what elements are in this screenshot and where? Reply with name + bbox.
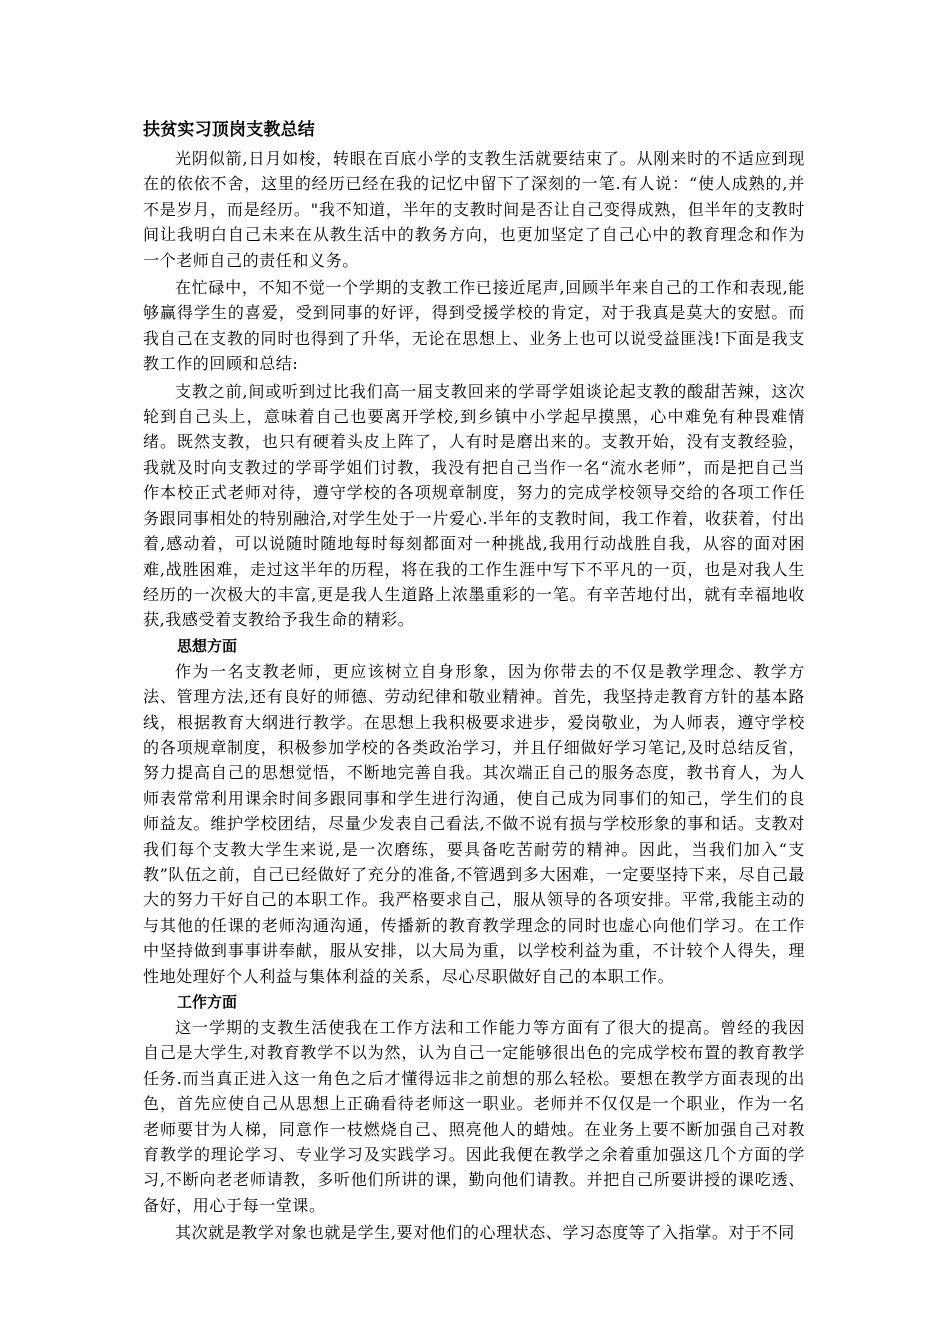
intro-paragraph-3: 支教之前,间或听到过比我们高一届支教回来的学哥学姐谈论起支教的酸甜苦辣，这次轮到自己头上，意味着自己也要离开学校,到乡镇中小学起早摸黑，心中难免有种畏难情绪。既然支教，也只有硬着头皮上阵了，人有时是磨出来的。支教开始，没有支教经验，我就及时向支教过的学哥学姐们讨教，我没有把自己当作一名“流水老师”，而是把自己当作本校正式老师对待，遵守学校的各项规章制度，努力的完成学校领导交给的各项工作任务跟同事相处的特别融洽,对学生处于一片爱心.半年的支教时间，我工作着，收获着，付出着,感动着，可以说随时随地每时每刻都面对一种挑战,我用行动战胜自我，从容的面对困难,战胜困难，走过这半年的历程，将在我的工作生涯中写下不平凡的一页，也是对我人生经历的一次极大的丰富,更是我人生道路上浓墨重彩的一笔。有辛苦地付出，就有幸福地收获,我感受着支教给予我生命的精彩。 bbox=[143, 381, 805, 630]
work-paragraph-1: 这一学期的支教生活使我在工作方法和工作能力等方面有了很大的提高。曾经的我因自己是大学生,对教育教学不以为然，认为自己一定能够很出色的完成学校布置的教育教学任务.而当真正进入这一角色之后才懂得远非之前想的那么轻松。要想在教学方面表现的出色，首先应使自己从思想上正确看待老师这一职业。老师并不仅仅是一个职业，作为一名老师要甘为人梯，同意作一枝燃烧自己、照亮他人的蜡烛。在业务上要不断加强自己对教育教学的理论学习、专业学习及实践学习。因此我便在教学之余着重加强这几个方面的学习,不断向老老师请教，多听他们所讲的课，勤向他们请教。并把自己所要讲授的课吃透、备好，用心于每一堂课。 bbox=[143, 1018, 805, 1215]
document-title: 扶贫实习顶岗支教总结 bbox=[143, 120, 315, 140]
section-heading-thought: 思想方面 bbox=[177, 636, 238, 655]
document-page bbox=[143, 118, 805, 1246]
section-heading-work: 工作方面 bbox=[177, 993, 238, 1011]
thought-paragraph-1: 作为一名支教老师，更应该树立自身形象，因为你带去的不仅是教学理念、教学方法、管理方法,还有良好的师德、劳动纪律和敬业精神。首先，我坚持走教育方针的基本路线，根据教育大纲进行教学。在思想上我积极要求进步，爱岗敬业，为人师表，遵守学校的各项规章制度，积极参加学校的各类政治学习，并且仔细做好学习笔记,及时总结反省，努力提高自己的思想觉悟，不断地完善自我。其次端正自己的服务态度，教书育人，为人师表常常利用课余时间多跟同事和学生进行沟通，使自己成为同事们的知己，学生们的良师益友。维护学校团结，尽量少发表自己看法,不做不说有损与学校形象的事和话。支教对我们每个支教大学生来说,是一次磨练，要具备吃苦耐劳的精神。因此，当我们加入“支教”队伍之前，自己已经做好了充分的准备,不管遇到多大困难，一定要坚持下来，尽自己最大的努力干好自己的本职工作。我严格要求自己，服从领导的各项安排。平常,我能主动的与其他的任课的老师沟通沟通，传播新的教育教学理念的同时也虚心向他们学习。在工作中坚持做到事事讲奉献，服从安排，以大局为重，以学校利益为重，不计较个人得失，理性地处理好个人利益与集体利益的关系，尽心尽职做好自己的本职工作。 bbox=[143, 661, 805, 986]
work-paragraph-2: 其次就是教学对象也就是学生,要对他们的心理状态、学习态度等了入指掌。对于不同 bbox=[175, 1223, 795, 1243]
intro-paragraph-2: 在忙碌中，不知不觉一个学期的支教工作已接近尾声,回顾半年来自己的工作和表现,能够赢得学生的喜爱，受到同事的好评，得到受援学校的肯定，对于我真是莫大的安慰。而我自己在支教的同时也得到了升华，无论在思想上、业务上也可以说受益匪浅!下面是我支教工作的回顾和总结: bbox=[143, 278, 805, 374]
intro-paragraph-1: 光阴似箭,日月如梭，转眼在百底小学的支教生活就要结束了。从刚来时的不适应到现在的依依不舍，这里的经历已经在我的记忆中留下了深刻的一笔.有人说：“使人成熟的,并不是岁月，而是经历。"我不知道，半年的支教时间是否让自己变得成熟，但半年的支教时间让我明白自己未来在从教生活中的教务方向，也更加坚定了自己心中的教育理念和作为一个老师自己的责任和义务。 bbox=[143, 149, 805, 270]
